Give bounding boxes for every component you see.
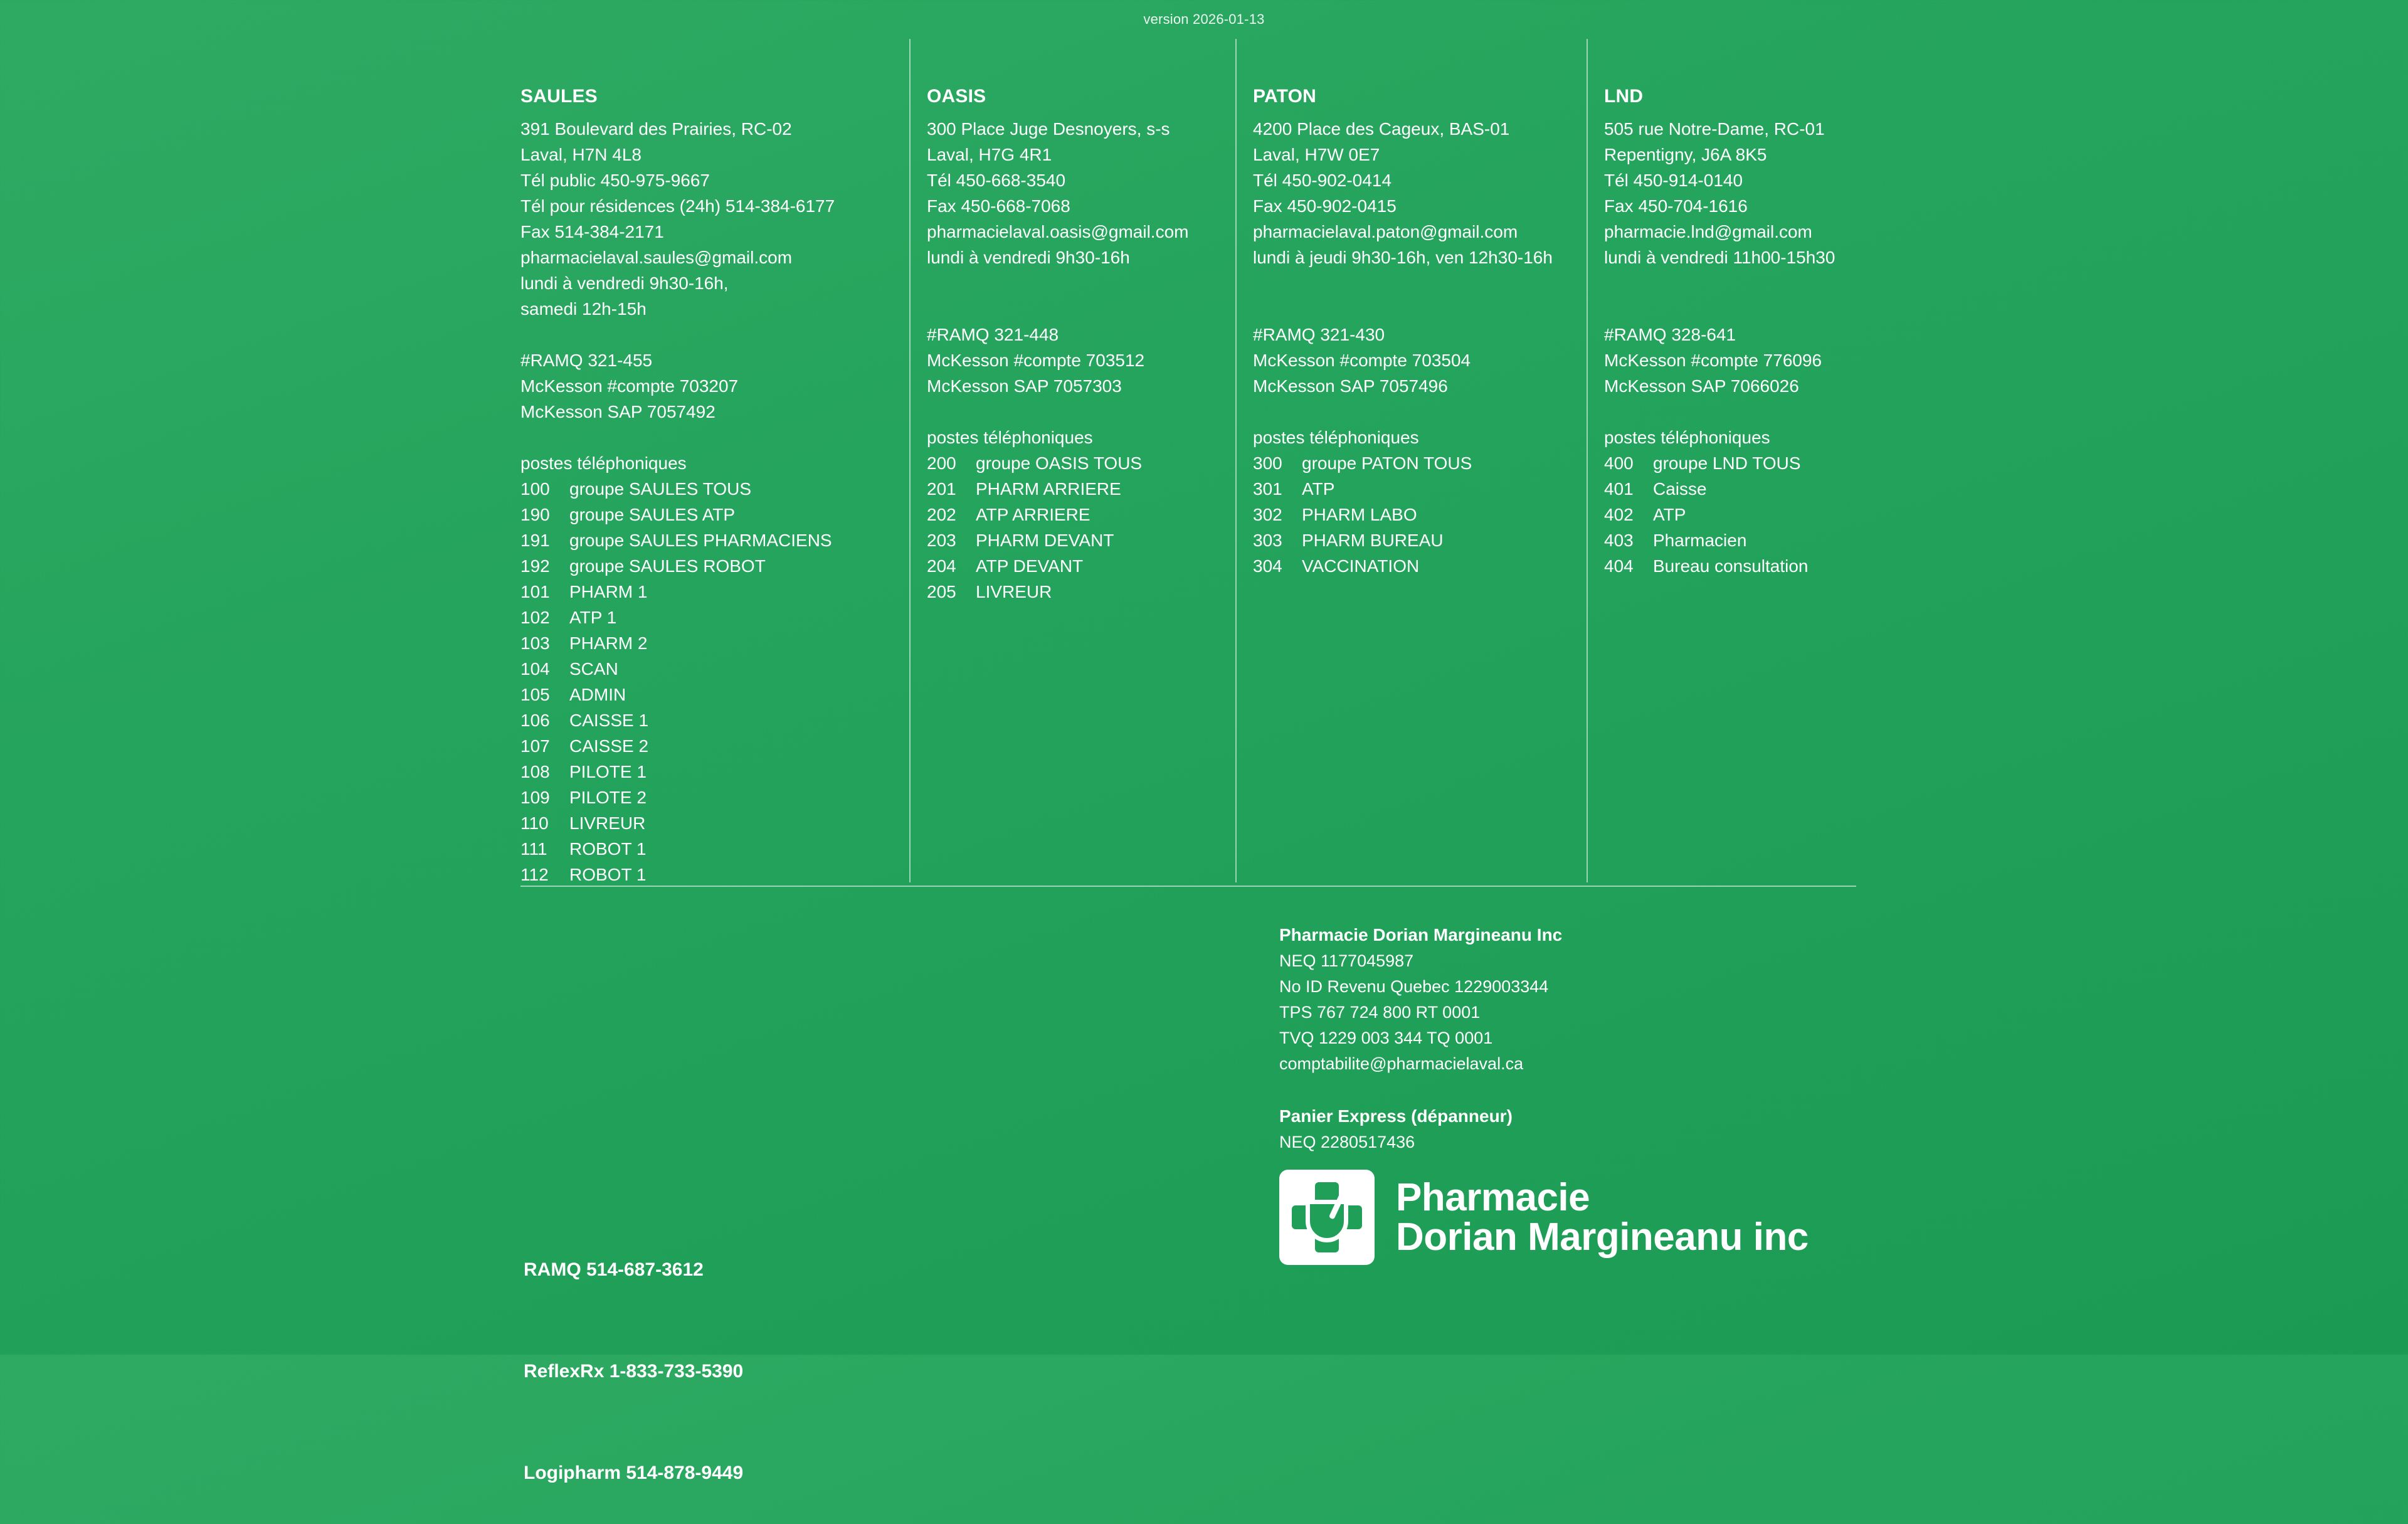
extension-number: 401 bbox=[1604, 479, 1634, 499]
company-tps: TPS 767 724 800 RT 0001 bbox=[1279, 1003, 1481, 1022]
extension-label: LIVREUR bbox=[976, 582, 1052, 601]
extension-number: 300 bbox=[1253, 453, 1282, 473]
email-line: pharmacielaval.paton@gmail.com bbox=[1253, 222, 1518, 241]
extension-label: ATP bbox=[1653, 505, 1686, 524]
extension-row bbox=[927, 502, 1235, 527]
fax-line: Fax 450-704-1616 bbox=[1604, 196, 1748, 216]
contact-ramq: RAMQ 514-687-3612 bbox=[524, 1259, 704, 1280]
extension-label: groupe SAULES PHARMACIENS bbox=[569, 531, 832, 550]
spacer bbox=[1604, 270, 1856, 296]
extension-label: PILOTE 1 bbox=[569, 762, 647, 781]
extension-label: ATP 1 bbox=[569, 608, 617, 627]
extension-number: 192 bbox=[520, 556, 550, 576]
extension-number: 110 bbox=[520, 813, 549, 833]
extension-label: Pharmacien bbox=[1653, 531, 1747, 550]
extension-label: ATP DEVANT bbox=[976, 556, 1084, 576]
mckesson-account: McKesson #compte 703512 bbox=[927, 351, 1145, 370]
extension-row bbox=[927, 527, 1235, 553]
extension-label: PHARM BUREAU bbox=[1302, 531, 1444, 550]
phone-line: Tél 450-914-0140 bbox=[1604, 171, 1743, 190]
pharmacy-column-oasis bbox=[909, 39, 1235, 887]
extension-number: 190 bbox=[520, 505, 550, 524]
extension-row bbox=[520, 733, 890, 759]
subsidiary-name: Panier Express (dépanneur) bbox=[1279, 1106, 1513, 1126]
extensions-title: postes téléphoniques bbox=[520, 453, 687, 473]
brand-line-1: Pharmacie bbox=[1396, 1175, 1590, 1219]
extension-label: groupe OASIS TOUS bbox=[976, 453, 1143, 473]
extension-number: 403 bbox=[1604, 531, 1634, 550]
spacer bbox=[1604, 399, 1856, 425]
pharmacy-column-lnd bbox=[1587, 39, 1856, 887]
extension-row bbox=[520, 785, 890, 810]
company-name: Pharmacie Dorian Margineanu Inc bbox=[1279, 925, 1563, 945]
extension-row bbox=[1604, 476, 1856, 502]
extensions-title: postes téléphoniques bbox=[927, 428, 1093, 447]
extension-label: groupe SAULES TOUS bbox=[569, 479, 752, 499]
extension-number: 200 bbox=[927, 453, 956, 473]
extension-label: groupe SAULES ATP bbox=[569, 505, 736, 524]
extension-label: LIVREUR bbox=[569, 813, 646, 833]
extension-row bbox=[1604, 553, 1856, 579]
extension-number: 111 bbox=[520, 839, 547, 859]
pharmacy-name-paton: PATON bbox=[1253, 86, 1317, 107]
extension-label: ADMIN bbox=[569, 685, 626, 704]
extension-label: groupe LND TOUS bbox=[1653, 453, 1801, 473]
company-revenu-quebec-id: No ID Revenu Quebec 1229003344 bbox=[1279, 977, 1549, 996]
spacer bbox=[1253, 399, 1587, 425]
brand-logo-text bbox=[1396, 1175, 1809, 1259]
pharmacy-name-lnd: LND bbox=[1604, 86, 1644, 107]
ramq-code: #RAMQ 328-641 bbox=[1604, 325, 1736, 344]
pharmacy-column-paton bbox=[1235, 39, 1587, 887]
extension-number: 402 bbox=[1604, 505, 1634, 524]
spacer bbox=[520, 425, 890, 450]
spacer bbox=[1253, 296, 1587, 322]
address-line: 391 Boulevard des Prairies, RC-02 bbox=[520, 119, 792, 139]
extension-number: 105 bbox=[520, 685, 550, 704]
extension-row bbox=[1253, 450, 1587, 476]
column-divider bbox=[1587, 39, 1588, 882]
contact-reflexrx: ReflexRx 1-833-733-5390 bbox=[524, 1361, 744, 1382]
extension-label: PHARM ARRIERE bbox=[976, 479, 1121, 499]
address-line: 300 Place Juge Desnoyers, s-s bbox=[927, 119, 1170, 139]
extension-row bbox=[520, 502, 890, 527]
extension-row bbox=[520, 656, 890, 682]
extension-number: 100 bbox=[520, 479, 550, 499]
extension-row bbox=[520, 476, 890, 502]
extensions-title: postes téléphoniques bbox=[1253, 428, 1419, 447]
column-divider bbox=[909, 39, 911, 882]
company-tvq: TVQ 1229 003 344 TQ 0001 bbox=[1279, 1029, 1493, 1047]
pharmacy-cross-icon bbox=[1279, 1170, 1375, 1265]
extension-row bbox=[520, 579, 890, 605]
address-line: Laval, H7W 0E7 bbox=[1253, 145, 1380, 164]
extension-number: 109 bbox=[520, 788, 550, 807]
external-contacts bbox=[524, 1185, 743, 1524]
extension-row bbox=[520, 682, 890, 707]
mckesson-sap: McKesson SAP 7057496 bbox=[1253, 376, 1448, 396]
fax-line: Fax 450-668-7068 bbox=[927, 196, 1070, 216]
extension-number: 205 bbox=[927, 582, 956, 601]
extension-label: Caisse bbox=[1653, 479, 1707, 499]
extension-row bbox=[1604, 527, 1856, 553]
extension-row bbox=[927, 450, 1235, 476]
extension-label: PHARM 1 bbox=[569, 582, 648, 601]
column-divider bbox=[1235, 39, 1237, 882]
address-line: Repentigny, J6A 8K5 bbox=[1604, 145, 1767, 164]
version-label: version 2026-01-13 bbox=[1143, 11, 1265, 27]
extension-row bbox=[520, 862, 890, 887]
extension-label: ATP ARRIERE bbox=[976, 505, 1090, 524]
phone-line: Tél 450-668-3540 bbox=[927, 171, 1066, 190]
extension-row bbox=[1253, 476, 1587, 502]
email-line: pharmacie.lnd@gmail.com bbox=[1604, 222, 1812, 241]
address-line: 505 rue Notre-Dame, RC-01 bbox=[1604, 119, 1825, 139]
extension-row bbox=[520, 630, 890, 656]
pharmacy-name-oasis: OASIS bbox=[927, 86, 986, 107]
extension-label: PILOTE 2 bbox=[569, 788, 647, 807]
extension-label: PHARM LABO bbox=[1302, 505, 1417, 524]
extension-number: 102 bbox=[520, 608, 550, 627]
extension-label: CAISSE 1 bbox=[569, 711, 649, 730]
email-line: pharmacielaval.oasis@gmail.com bbox=[927, 222, 1189, 241]
extension-number: 202 bbox=[927, 505, 956, 524]
extension-label: ROBOT 1 bbox=[569, 839, 647, 859]
extensions-title: postes téléphoniques bbox=[1604, 428, 1770, 447]
extension-label: PHARM DEVANT bbox=[976, 531, 1114, 550]
extension-row bbox=[520, 836, 890, 862]
extension-row bbox=[520, 527, 890, 553]
extension-number: 101 bbox=[520, 582, 550, 601]
extension-label: groupe SAULES ROBOT bbox=[569, 556, 766, 576]
extension-row bbox=[927, 476, 1235, 502]
hours-line: lundi à vendredi 9h30-16h, bbox=[520, 273, 729, 293]
extension-number: 104 bbox=[520, 659, 550, 679]
spacer bbox=[927, 399, 1235, 425]
phone-line: Tél public 450-975-9667 bbox=[520, 171, 710, 190]
extension-row bbox=[1253, 527, 1587, 553]
extension-row bbox=[520, 605, 890, 630]
fax-line: Fax 514-384-2171 bbox=[520, 222, 664, 241]
address-line: Laval, H7N 4L8 bbox=[520, 145, 642, 164]
extension-label: CAISSE 2 bbox=[569, 736, 649, 756]
extension-row bbox=[927, 553, 1235, 579]
extension-row bbox=[1253, 553, 1587, 579]
spacer bbox=[520, 322, 890, 347]
mckesson-account: McKesson #compte 776096 bbox=[1604, 351, 1822, 370]
brand-line-2: Dorian Margineanu inc bbox=[1396, 1215, 1809, 1259]
extension-label: ATP bbox=[1302, 479, 1335, 499]
extension-number: 201 bbox=[927, 479, 956, 499]
ramq-code: #RAMQ 321-455 bbox=[520, 351, 653, 370]
contact-logipharm: Logipharm 514-878-9449 bbox=[524, 1463, 744, 1483]
extension-number: 203 bbox=[927, 531, 956, 550]
spacer bbox=[1604, 296, 1856, 322]
extension-number: 404 bbox=[1604, 556, 1634, 576]
extension-row bbox=[1253, 502, 1587, 527]
mckesson-sap: McKesson SAP 7057303 bbox=[927, 376, 1122, 396]
extension-row bbox=[1604, 450, 1856, 476]
extension-row bbox=[520, 759, 890, 785]
extension-number: 106 bbox=[520, 711, 550, 730]
extension-number: 108 bbox=[520, 762, 550, 781]
mortar-icon bbox=[1306, 1200, 1348, 1242]
company-info bbox=[1279, 922, 1844, 1155]
pharmacy-column-saules bbox=[520, 39, 909, 887]
extension-row bbox=[1604, 502, 1856, 527]
section-divider bbox=[520, 886, 1856, 887]
email-line: pharmacielaval.saules@gmail.com bbox=[520, 248, 793, 267]
mckesson-account: McKesson #compte 703207 bbox=[520, 376, 739, 396]
mckesson-account: McKesson #compte 703504 bbox=[1253, 351, 1471, 370]
spacer bbox=[927, 270, 1235, 296]
address-line: Laval, H7G 4R1 bbox=[927, 145, 1052, 164]
extension-number: 400 bbox=[1604, 453, 1634, 473]
subsidiary-neq: NEQ 2280517436 bbox=[1279, 1133, 1415, 1151]
hours-line: lundi à vendredi 9h30-16h bbox=[927, 248, 1130, 267]
extension-number: 302 bbox=[1253, 505, 1282, 524]
hours-line: samedi 12h-15h bbox=[520, 299, 647, 319]
pharmacy-columns bbox=[520, 39, 1856, 887]
mckesson-sap: McKesson SAP 7057492 bbox=[520, 402, 716, 421]
ramq-code: #RAMQ 321-448 bbox=[927, 325, 1059, 344]
extension-number: 191 bbox=[520, 531, 550, 550]
phone-line: Tél 450-902-0414 bbox=[1253, 171, 1392, 190]
extension-label: Bureau consultation bbox=[1653, 556, 1809, 576]
extension-number: 204 bbox=[927, 556, 956, 576]
extension-label: groupe PATON TOUS bbox=[1302, 453, 1472, 473]
fax-line: Fax 450-902-0415 bbox=[1253, 196, 1397, 216]
company-email: comptabilite@pharmacielaval.ca bbox=[1279, 1054, 1524, 1073]
extension-label: VACCINATION bbox=[1302, 556, 1420, 576]
hours-line: lundi à vendredi 11h00-15h30 bbox=[1604, 248, 1835, 267]
extension-label: ROBOT 1 bbox=[569, 865, 647, 884]
phone-line: Tél pour résidences (24h) 514-384-6177 bbox=[520, 196, 835, 216]
address-line: 4200 Place des Cageux, BAS-01 bbox=[1253, 119, 1510, 139]
hours-line: lundi à jeudi 9h30-16h, ven 12h30-16h bbox=[1253, 248, 1553, 267]
extension-number: 301 bbox=[1253, 479, 1282, 499]
extension-number: 303 bbox=[1253, 531, 1282, 550]
company-neq: NEQ 1177045987 bbox=[1279, 951, 1414, 970]
extension-row bbox=[520, 707, 890, 733]
extension-row bbox=[520, 553, 890, 579]
extension-number: 304 bbox=[1253, 556, 1282, 576]
spacer bbox=[927, 296, 1235, 322]
extension-number: 112 bbox=[520, 865, 549, 884]
brand-logo bbox=[1279, 1170, 1809, 1265]
mckesson-sap: McKesson SAP 7066026 bbox=[1604, 376, 1799, 396]
extension-number: 103 bbox=[520, 633, 550, 653]
extension-row bbox=[520, 810, 890, 836]
spacer bbox=[1253, 270, 1587, 296]
ramq-code: #RAMQ 321-430 bbox=[1253, 325, 1385, 344]
extension-label: SCAN bbox=[569, 659, 618, 679]
extension-row bbox=[927, 579, 1235, 605]
extension-number: 107 bbox=[520, 736, 550, 756]
extension-label: PHARM 2 bbox=[569, 633, 648, 653]
pharmacy-name-saules: SAULES bbox=[520, 86, 598, 107]
